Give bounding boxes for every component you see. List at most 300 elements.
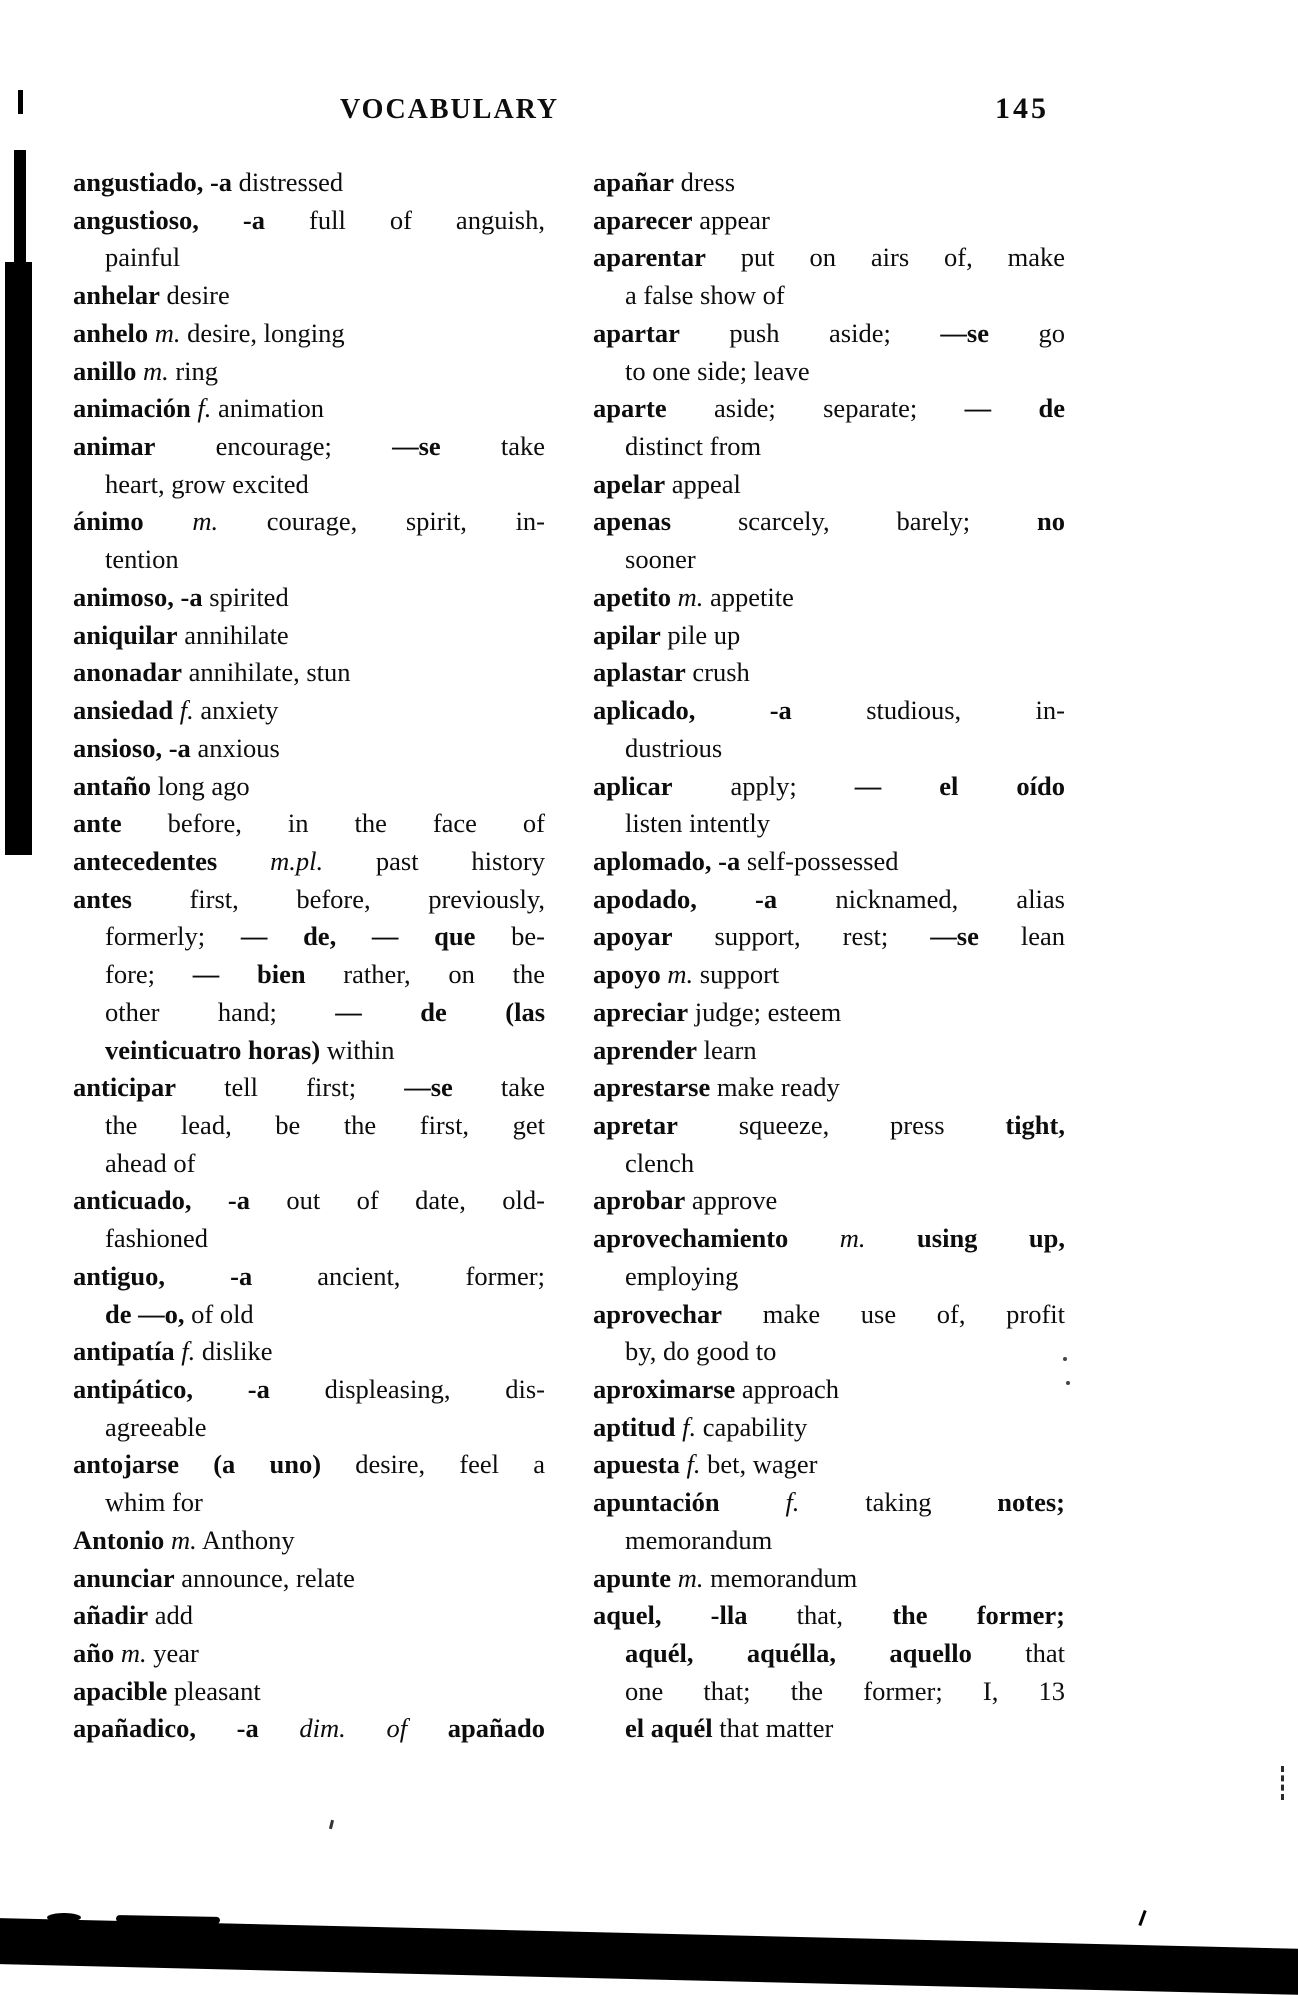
text-segment: take bbox=[440, 431, 545, 462]
text-segment: apoyar bbox=[593, 921, 673, 952]
text-segment: dustrious bbox=[625, 732, 723, 763]
dictionary-entry bbox=[73, 1522, 545, 1560]
dictionary-entry bbox=[73, 1258, 545, 1333]
entry-line bbox=[593, 918, 1065, 956]
text-segment: scarcely, barely; bbox=[671, 506, 1037, 537]
text-segment: within bbox=[320, 1034, 395, 1065]
entry-line bbox=[73, 202, 545, 240]
text-segment: agreeable bbox=[105, 1411, 207, 1442]
text-segment: out of date, old- bbox=[250, 1185, 545, 1216]
entry-line bbox=[593, 1069, 1065, 1107]
entry-line bbox=[593, 164, 1065, 202]
text-segment: ánimo bbox=[73, 506, 144, 537]
dictionary-entry bbox=[73, 768, 545, 806]
entry-line bbox=[73, 1371, 545, 1409]
dictionary-entry bbox=[73, 1069, 545, 1182]
dictionary-entry bbox=[73, 730, 545, 768]
text-segment: spirited bbox=[202, 581, 289, 612]
text-segment: desire bbox=[159, 280, 230, 311]
text-segment: — de bbox=[964, 393, 1065, 424]
text-segment: angustiado, -a bbox=[73, 167, 233, 197]
entry-line bbox=[73, 768, 545, 806]
dictionary-entry bbox=[593, 1182, 1065, 1220]
text-segment: sooner bbox=[625, 544, 696, 575]
text-segment: apuntación bbox=[593, 1487, 720, 1518]
entry-line bbox=[73, 1597, 545, 1635]
text-segment: push aside; bbox=[679, 317, 941, 348]
dictionary-entry bbox=[593, 1220, 1065, 1295]
text-segment: —se bbox=[392, 431, 441, 462]
entry-line bbox=[593, 1673, 1065, 1711]
entry-line bbox=[73, 239, 545, 277]
text-segment: by, do good to bbox=[625, 1336, 777, 1367]
text-segment: distressed bbox=[232, 167, 344, 197]
dictionary-entry bbox=[593, 239, 1065, 314]
text-segment: animación bbox=[73, 393, 191, 424]
text-segment: m. bbox=[671, 581, 704, 612]
entry-line bbox=[73, 315, 545, 353]
text-segment: m. bbox=[671, 1562, 704, 1593]
text-segment: formerly; bbox=[105, 921, 241, 952]
entry-line bbox=[73, 353, 545, 391]
dictionary-entry bbox=[593, 202, 1065, 240]
text-segment: courage, spirit, in- bbox=[218, 506, 546, 537]
dictionary-entry bbox=[593, 1107, 1065, 1182]
text-segment: heart, grow excited bbox=[105, 468, 309, 499]
text-segment: apacible bbox=[73, 1675, 168, 1706]
entry-line bbox=[73, 1522, 545, 1560]
dictionary-entry bbox=[73, 353, 545, 391]
scan-artifact-dashed-line bbox=[1281, 1766, 1284, 1800]
entry-line bbox=[593, 1107, 1065, 1145]
entry-line bbox=[73, 730, 545, 768]
entry-line bbox=[593, 1560, 1065, 1598]
entry-line bbox=[73, 541, 545, 579]
text-segment: anhelo bbox=[73, 317, 149, 348]
text-segment: one that; the former; I, 13 bbox=[625, 1675, 1065, 1706]
text-segment: apodado, -a bbox=[593, 883, 778, 914]
entry-line bbox=[593, 1145, 1065, 1183]
text-segment: antecedentes bbox=[73, 845, 218, 876]
dictionary-entry bbox=[73, 881, 545, 1070]
entry-line bbox=[73, 994, 545, 1032]
dictionary-entry bbox=[593, 466, 1065, 504]
text-segment: whim for bbox=[105, 1487, 203, 1518]
text-segment: antipatía bbox=[73, 1336, 175, 1367]
dictionary-entry bbox=[73, 805, 545, 843]
text-segment: aniquilar bbox=[73, 619, 178, 650]
entry-line bbox=[73, 1107, 545, 1145]
entry-line bbox=[593, 1032, 1065, 1070]
entry-line bbox=[593, 353, 1065, 391]
text-segment: —se bbox=[940, 317, 989, 348]
dictionary-entry bbox=[73, 1635, 545, 1673]
text-segment: Anthony bbox=[196, 1524, 295, 1555]
text-segment: anticuado, -a bbox=[73, 1185, 251, 1216]
entry-line bbox=[73, 1446, 545, 1484]
entry-line bbox=[593, 881, 1065, 919]
dictionary-entry bbox=[73, 503, 545, 578]
text-segment: aproximarse bbox=[593, 1374, 736, 1404]
text-segment: be- bbox=[475, 921, 545, 952]
text-segment: de —o, bbox=[105, 1298, 185, 1329]
entry-line bbox=[593, 654, 1065, 692]
text-segment: dress bbox=[674, 167, 736, 197]
text-segment: f. bbox=[675, 1411, 697, 1442]
text-segment: judge; esteem bbox=[688, 996, 842, 1027]
text-segment: animation bbox=[211, 393, 325, 424]
text-segment: appeal bbox=[665, 468, 741, 499]
text-segment: ring bbox=[168, 355, 219, 386]
text-segment: memorandum bbox=[625, 1524, 773, 1555]
entry-line bbox=[73, 1333, 545, 1371]
dictionary-entry bbox=[593, 1560, 1065, 1598]
dictionary-entry bbox=[593, 390, 1065, 465]
dictionary-entry bbox=[593, 843, 1065, 881]
entry-line bbox=[73, 466, 545, 504]
text-segment: año bbox=[73, 1638, 115, 1669]
text-segment: anonadar bbox=[73, 657, 182, 688]
text-segment: ancient, former; bbox=[252, 1260, 545, 1291]
scan-artifact-bottom-band bbox=[0, 1918, 1298, 1995]
entry-line bbox=[593, 541, 1065, 579]
text-segment: painful bbox=[105, 242, 181, 273]
text-segment: — de, — que bbox=[240, 921, 476, 952]
text-segment: that matter bbox=[712, 1713, 834, 1744]
entry-line bbox=[593, 1710, 1065, 1748]
dictionary-entry bbox=[73, 654, 545, 692]
text-segment: animoso, -a bbox=[73, 581, 203, 612]
text-segment: tight, bbox=[1005, 1109, 1065, 1140]
text-segment: m. bbox=[114, 1638, 147, 1669]
text-segment: aprender bbox=[593, 1034, 698, 1065]
text-segment: apelar bbox=[593, 468, 666, 499]
text-segment: apartar bbox=[593, 317, 680, 348]
dictionary-entry bbox=[73, 202, 545, 277]
text-segment: antes bbox=[73, 883, 132, 914]
entry-line bbox=[73, 277, 545, 315]
dictionary-entry bbox=[593, 881, 1065, 919]
entry-line bbox=[73, 1032, 545, 1070]
text-segment: aplomado, -a bbox=[593, 845, 741, 876]
dictionary-entry bbox=[73, 315, 545, 353]
entry-line bbox=[593, 1635, 1065, 1673]
text-segment: m. bbox=[164, 1524, 197, 1555]
dictionary-entry bbox=[593, 768, 1065, 843]
dictionary-entry bbox=[73, 1446, 545, 1521]
entry-line bbox=[593, 1409, 1065, 1447]
text-segment: m.pl. bbox=[217, 845, 324, 876]
dictionary-entry bbox=[73, 277, 545, 315]
text-segment: aparecer bbox=[593, 204, 693, 235]
entry-line bbox=[593, 579, 1065, 617]
text-segment: fore; bbox=[105, 959, 193, 990]
dictionary-entry bbox=[593, 692, 1065, 767]
dictionary-entry bbox=[593, 1069, 1065, 1107]
dictionary-entry bbox=[593, 164, 1065, 202]
text-segment: aprovechar bbox=[593, 1298, 723, 1329]
entry-line bbox=[73, 1673, 545, 1711]
text-segment: antiguo, -a bbox=[73, 1260, 253, 1291]
text-segment: appetite bbox=[703, 581, 794, 612]
text-segment: dim. of bbox=[258, 1713, 408, 1744]
entry-line bbox=[593, 202, 1065, 240]
text-segment: aplastar bbox=[593, 657, 686, 688]
text-segment: appear bbox=[692, 204, 770, 235]
text-segment: approve bbox=[685, 1185, 778, 1216]
scan-artifact-left-bar bbox=[14, 150, 26, 265]
text-segment: f. bbox=[719, 1487, 800, 1518]
dictionary-entry bbox=[593, 1446, 1065, 1484]
text-segment: aquél, aquélla, aquello bbox=[625, 1638, 972, 1669]
entry-line bbox=[73, 617, 545, 655]
text-segment: f. bbox=[679, 1449, 701, 1480]
entry-line bbox=[73, 428, 545, 466]
dictionary-entry bbox=[593, 1484, 1065, 1559]
text-segment: of old bbox=[184, 1298, 254, 1329]
text-segment: veinticuatro horas) bbox=[105, 1034, 321, 1065]
text-segment: anillo bbox=[73, 355, 137, 386]
text-segment: add bbox=[148, 1600, 193, 1631]
text-segment: displeasing, dis- bbox=[269, 1374, 545, 1404]
entry-line bbox=[73, 503, 545, 541]
text-segment: m. bbox=[148, 317, 181, 348]
text-segment: employing bbox=[625, 1260, 739, 1291]
scan-artifact-tick bbox=[18, 90, 23, 114]
dictionary-entry bbox=[593, 1371, 1065, 1409]
entry-line bbox=[593, 390, 1065, 428]
dictionary-entry bbox=[593, 1032, 1065, 1070]
text-segment: aquel, -lla bbox=[593, 1600, 748, 1631]
dictionary-entry bbox=[593, 503, 1065, 578]
text-segment: that, bbox=[747, 1600, 893, 1631]
text-segment: studious, in- bbox=[791, 695, 1065, 726]
text-segment: anunciar bbox=[73, 1562, 175, 1593]
text-segment: ansioso, -a bbox=[73, 732, 191, 763]
text-segment: f. bbox=[173, 695, 194, 726]
text-segment: approach bbox=[735, 1374, 840, 1404]
text-segment: aplicado, -a bbox=[593, 695, 792, 726]
text-segment: apañado bbox=[407, 1713, 545, 1744]
dictionary-entry bbox=[593, 579, 1065, 617]
entry-line bbox=[73, 692, 545, 730]
entry-line bbox=[593, 1446, 1065, 1484]
text-segment: a false show of bbox=[625, 280, 785, 311]
entry-line bbox=[73, 1145, 545, 1183]
text-segment: animar bbox=[73, 431, 156, 462]
text-segment: ansiedad bbox=[73, 695, 174, 726]
dictionary-entry bbox=[73, 579, 545, 617]
entry-line bbox=[73, 1710, 545, 1748]
text-segment: — bien bbox=[192, 959, 306, 990]
entry-line bbox=[593, 466, 1065, 504]
text-segment: tention bbox=[105, 544, 179, 575]
text-segment: aplicar bbox=[593, 770, 673, 801]
text-segment: aside; separate; bbox=[666, 393, 965, 424]
text-segment: m. bbox=[660, 959, 694, 990]
text-segment: no bbox=[1037, 506, 1065, 537]
text-segment: tell first; bbox=[176, 1072, 405, 1103]
entry-line bbox=[73, 579, 545, 617]
text-segment: encourage; bbox=[155, 431, 393, 462]
entry-line bbox=[73, 1409, 545, 1447]
scan-artifact-speck bbox=[329, 1820, 334, 1829]
entry-line bbox=[73, 1560, 545, 1598]
scan-artifact-slash bbox=[1138, 1910, 1146, 1926]
text-segment: put on airs of, make bbox=[705, 242, 1065, 273]
text-segment: apetito bbox=[593, 581, 672, 612]
entry-line bbox=[73, 1484, 545, 1522]
entry-line bbox=[593, 315, 1065, 353]
text-segment bbox=[866, 1223, 917, 1253]
text-segment: anhelar bbox=[73, 280, 160, 311]
dictionary-column-right bbox=[593, 164, 1065, 1748]
text-segment: m. bbox=[143, 506, 219, 537]
entry-line bbox=[593, 730, 1065, 768]
entry-line bbox=[593, 503, 1065, 541]
text-segment: year bbox=[146, 1638, 199, 1669]
scan-artifact-blob bbox=[47, 1913, 81, 1922]
text-segment: before, in the face of bbox=[121, 808, 545, 839]
entry-line bbox=[593, 994, 1065, 1032]
page-header-title: VOCABULARY bbox=[340, 94, 560, 125]
text-segment: annihilate, stun bbox=[181, 657, 351, 688]
text-segment: aprovechamiento bbox=[593, 1223, 789, 1254]
dictionary-entry bbox=[73, 164, 545, 202]
entry-line bbox=[593, 805, 1065, 843]
text-segment: desire, longing bbox=[180, 317, 345, 348]
text-segment: go bbox=[988, 317, 1066, 348]
text-segment: the former; bbox=[892, 1600, 1065, 1631]
entry-line bbox=[593, 428, 1065, 466]
text-segment: long ago bbox=[151, 770, 250, 801]
text-segment: crush bbox=[685, 657, 750, 688]
entry-line bbox=[593, 843, 1065, 881]
text-segment: — de bbox=[335, 996, 447, 1027]
text-segment: aparte bbox=[593, 393, 667, 424]
dictionary-column-left bbox=[73, 164, 545, 1748]
text-segment: apilar bbox=[593, 619, 661, 650]
text-segment: apoyo bbox=[593, 959, 661, 990]
entry-line bbox=[73, 1296, 545, 1334]
text-segment: notes; bbox=[997, 1487, 1065, 1518]
entry-line bbox=[73, 881, 545, 919]
entry-line bbox=[593, 1258, 1065, 1296]
text-segment: ahead of bbox=[105, 1147, 196, 1178]
text-segment bbox=[447, 997, 505, 1027]
entry-line bbox=[593, 239, 1065, 277]
text-segment: self-possessed bbox=[740, 845, 899, 876]
text-segment: el aquél bbox=[625, 1713, 713, 1744]
text-segment: apunte bbox=[593, 1562, 672, 1593]
text-segment: fashioned bbox=[105, 1223, 209, 1254]
text-segment: clench bbox=[625, 1147, 695, 1178]
text-segment: aparentar bbox=[593, 242, 706, 273]
entry-line bbox=[73, 918, 545, 956]
text-segment: apretar bbox=[593, 1109, 678, 1140]
dictionary-entry bbox=[73, 617, 545, 655]
dictionary-entry bbox=[593, 994, 1065, 1032]
entry-line bbox=[593, 1371, 1065, 1409]
text-segment: — el oído bbox=[854, 770, 1065, 801]
entry-line bbox=[73, 1182, 545, 1220]
entry-line bbox=[73, 956, 545, 994]
text-segment: anxious bbox=[190, 732, 280, 763]
dictionary-entry bbox=[593, 617, 1065, 655]
dictionary-entry bbox=[73, 1597, 545, 1635]
entry-line bbox=[593, 768, 1065, 806]
dictionary-entry bbox=[73, 1710, 545, 1748]
text-segment: apuesta bbox=[593, 1449, 680, 1480]
entry-line bbox=[593, 956, 1065, 994]
text-segment: f. bbox=[190, 393, 212, 424]
page-number: 145 bbox=[995, 92, 1049, 125]
text-segment: to one side; leave bbox=[625, 355, 810, 386]
text-segment: angustioso, -a bbox=[73, 204, 266, 235]
text-segment: support bbox=[693, 959, 780, 990]
text-segment: first, before, previously, bbox=[131, 883, 545, 914]
text-segment: —se bbox=[930, 921, 979, 952]
text-segment: aprobar bbox=[593, 1185, 686, 1216]
entry-line bbox=[73, 843, 545, 881]
text-segment: aptitud bbox=[593, 1411, 676, 1442]
text-segment: apenas bbox=[593, 506, 672, 537]
dictionary-entry bbox=[73, 1333, 545, 1371]
text-segment: that bbox=[971, 1638, 1065, 1669]
entry-line bbox=[73, 1220, 545, 1258]
text-segment: take bbox=[452, 1072, 545, 1103]
text-segment: aprestarse bbox=[593, 1072, 711, 1103]
text-segment: apply; bbox=[672, 770, 855, 801]
text-segment: pile up bbox=[660, 619, 741, 650]
dictionary-entry bbox=[593, 654, 1065, 692]
text-segment: the lead, be the first, get bbox=[105, 1109, 545, 1140]
text-segment bbox=[179, 1449, 213, 1479]
entry-line bbox=[593, 277, 1065, 315]
text-segment: full of anguish, bbox=[265, 204, 545, 235]
text-segment: bet, wager bbox=[700, 1449, 818, 1480]
text-segment: taking bbox=[799, 1487, 998, 1518]
scan-artifact-left-bar bbox=[5, 262, 32, 855]
dictionary-entry bbox=[73, 1371, 545, 1446]
entry-line bbox=[73, 1635, 545, 1673]
dictionary-entry bbox=[593, 956, 1065, 994]
text-segment: desire, feel a bbox=[321, 1449, 545, 1480]
text-segment: (las bbox=[505, 996, 546, 1027]
text-segment: apañar bbox=[593, 167, 674, 197]
dictionary-entry bbox=[73, 692, 545, 730]
text-segment: listen intently bbox=[625, 808, 770, 839]
text-segment: —se bbox=[404, 1072, 453, 1103]
entry-line bbox=[73, 390, 545, 428]
text-segment: (a uno) bbox=[213, 1449, 322, 1480]
text-segment: apreciar bbox=[593, 996, 689, 1027]
text-segment: nicknamed, alias bbox=[777, 883, 1065, 914]
text-segment: añadir bbox=[73, 1600, 149, 1631]
entry-line bbox=[593, 692, 1065, 730]
entry-line bbox=[593, 1220, 1065, 1258]
text-segment: annihilate bbox=[177, 619, 289, 650]
dictionary-entry bbox=[593, 1597, 1065, 1748]
scan-artifact-speck bbox=[1063, 1357, 1067, 1361]
entry-line bbox=[593, 1484, 1065, 1522]
dictionary-entry bbox=[73, 1182, 545, 1257]
entry-line bbox=[73, 1069, 545, 1107]
entry-line bbox=[593, 1597, 1065, 1635]
text-segment: capability bbox=[696, 1411, 808, 1442]
text-segment: past history bbox=[323, 845, 545, 876]
entry-line bbox=[73, 654, 545, 692]
